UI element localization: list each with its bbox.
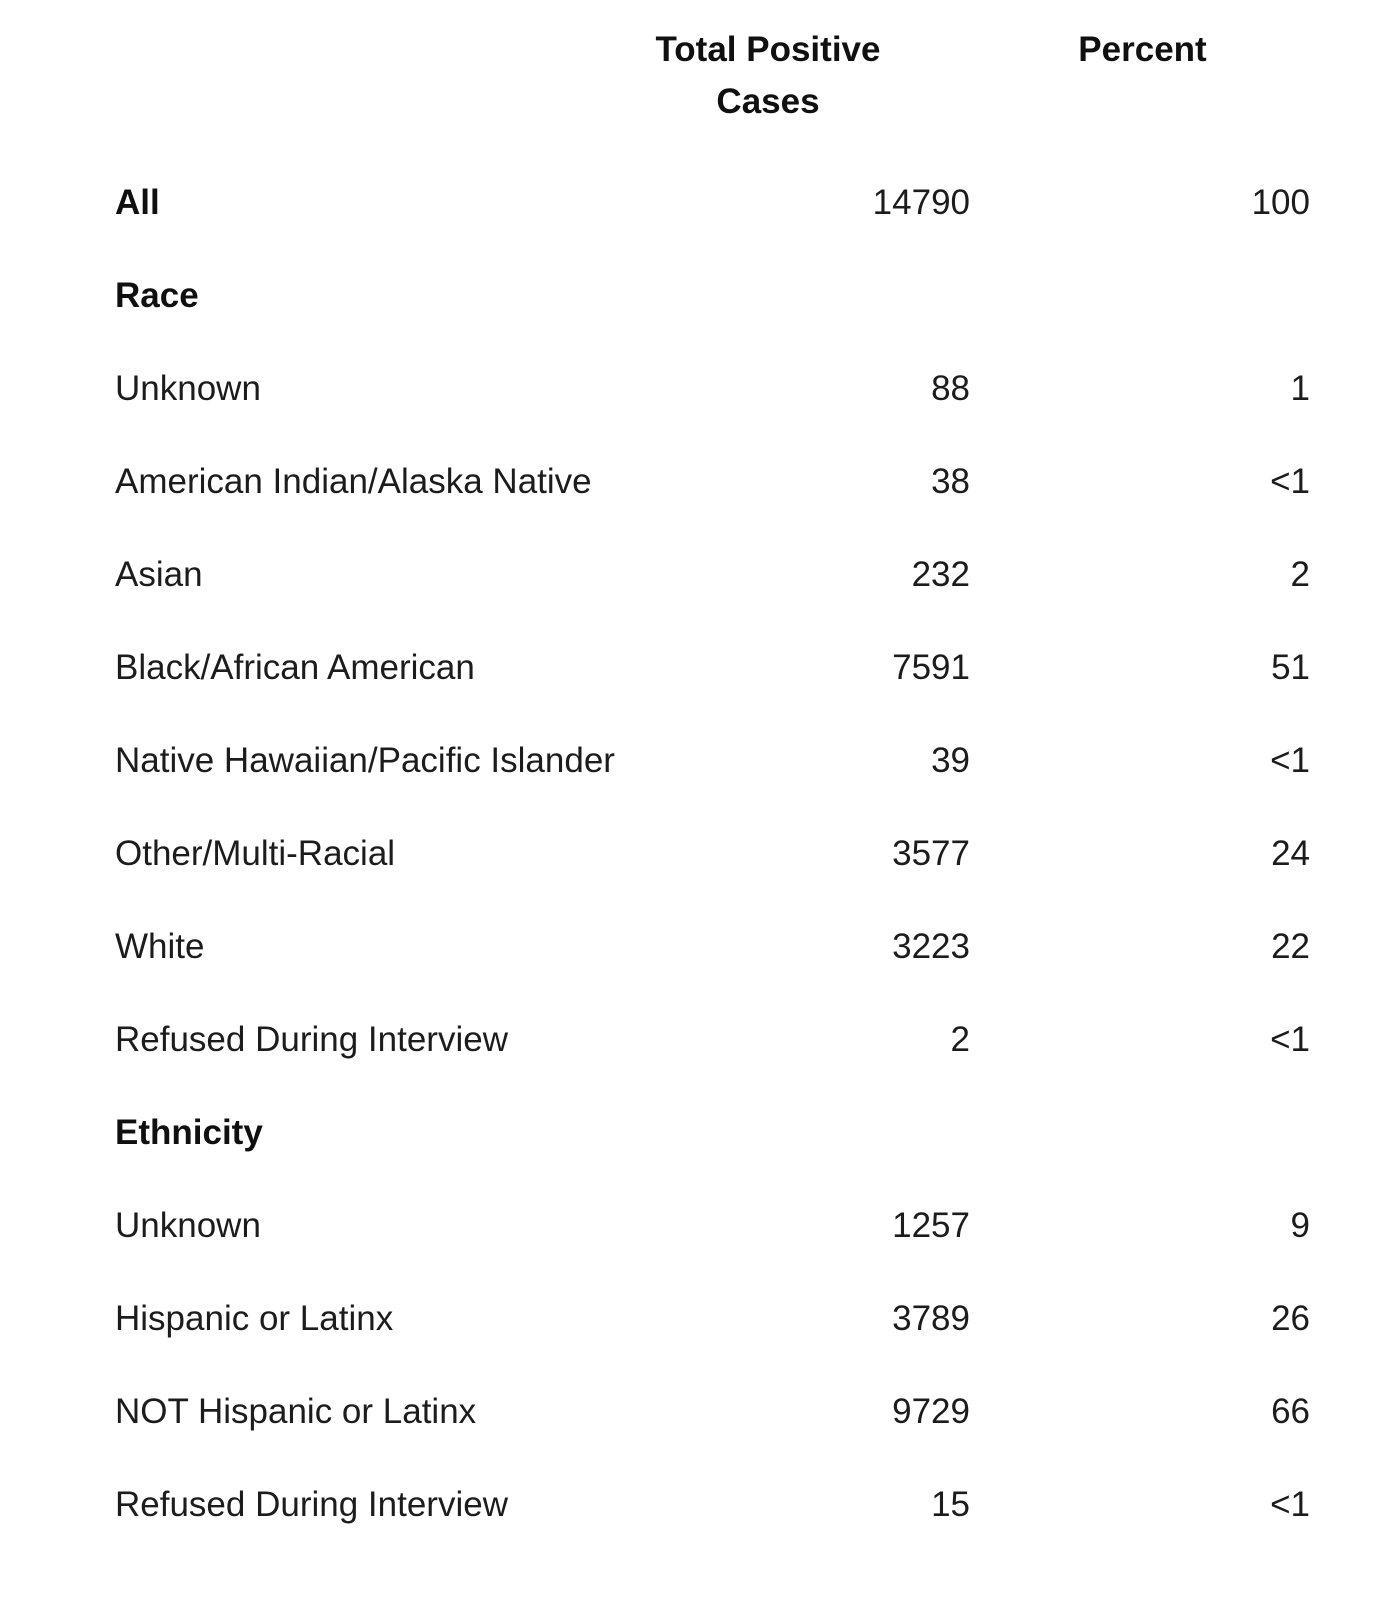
total-positive-cases-column-header: Total Positive Cases [655, 30, 881, 121]
percent-value: 26 [1271, 1298, 1310, 1338]
total-positive-cases-value: 88 [931, 368, 970, 408]
percent-value: 1 [1290, 368, 1310, 408]
row-label: Refused During Interview [115, 1484, 508, 1524]
row-label: Asian [115, 554, 203, 594]
percent-value: <1 [1270, 740, 1310, 780]
table-row [115, 1272, 1315, 1365]
table-row [115, 249, 1315, 342]
total-positive-cases-value: 14790 [872, 182, 970, 222]
total-positive-cases-value: 38 [931, 461, 970, 501]
percent-value: <1 [1270, 1019, 1310, 1059]
percent-value: <1 [1270, 1484, 1310, 1524]
table-row [115, 1458, 1315, 1551]
row-label: Refused During Interview [115, 1019, 508, 1059]
percent-value: 9 [1290, 1205, 1310, 1245]
percent-value: 100 [1251, 182, 1310, 222]
header-row [115, 18, 1315, 156]
table-row [115, 714, 1315, 807]
total-positive-cases-value [566, 1086, 970, 1179]
total-positive-cases-value: 3223 [892, 926, 970, 966]
row-label: White [115, 926, 205, 966]
table-row [115, 1365, 1315, 1458]
table-row [115, 156, 1315, 249]
row-label: Unknown [115, 368, 261, 408]
table-row [115, 900, 1315, 993]
table-row [115, 1179, 1315, 1272]
total-positive-cases-value: 1257 [892, 1205, 970, 1245]
percent-value: 66 [1271, 1391, 1310, 1431]
table-body [115, 156, 1315, 1551]
percent-value: 24 [1271, 833, 1310, 873]
table-row [115, 1086, 1315, 1179]
row-label: Native Hawaiian/Pacific Islander [115, 740, 615, 780]
table-row [115, 342, 1315, 435]
percent-value: 2 [1290, 554, 1310, 594]
table-row [115, 993, 1315, 1086]
table-row [115, 435, 1315, 528]
row-label: Race [115, 275, 199, 315]
table-row [115, 807, 1315, 900]
total-positive-cases-value: 7591 [892, 647, 970, 687]
table-row [115, 528, 1315, 621]
total-positive-cases-value: 9729 [892, 1391, 970, 1431]
row-label: American Indian/Alaska Native [115, 461, 592, 501]
percent-value [970, 249, 1315, 342]
row-label: NOT Hispanic or Latinx [115, 1391, 477, 1431]
row-label: All [115, 182, 160, 222]
percent-value [970, 1086, 1315, 1179]
row-label: Unknown [115, 1205, 261, 1245]
percent-value: <1 [1270, 461, 1310, 501]
table-row [115, 621, 1315, 714]
total-positive-cases-value: 3577 [892, 833, 970, 873]
row-label: Ethnicity [115, 1112, 263, 1152]
percent-value: 22 [1271, 926, 1310, 966]
total-positive-cases-value: 39 [931, 740, 970, 780]
row-label: Black/African American [115, 647, 475, 687]
row-label: Other/Multi-Racial [115, 833, 396, 873]
total-positive-cases-value [566, 249, 970, 342]
percent-column-header: Percent [1078, 30, 1207, 69]
total-positive-cases-value: 232 [911, 554, 970, 594]
label-column-header [115, 18, 566, 156]
table-header [115, 18, 1315, 156]
demographics-table [115, 18, 1315, 1551]
row-label: Hispanic or Latinx [115, 1298, 394, 1338]
percent-value: 51 [1271, 647, 1310, 687]
total-positive-cases-value: 15 [931, 1484, 970, 1524]
total-positive-cases-value: 2 [950, 1019, 970, 1059]
total-positive-cases-value: 3789 [892, 1298, 970, 1338]
